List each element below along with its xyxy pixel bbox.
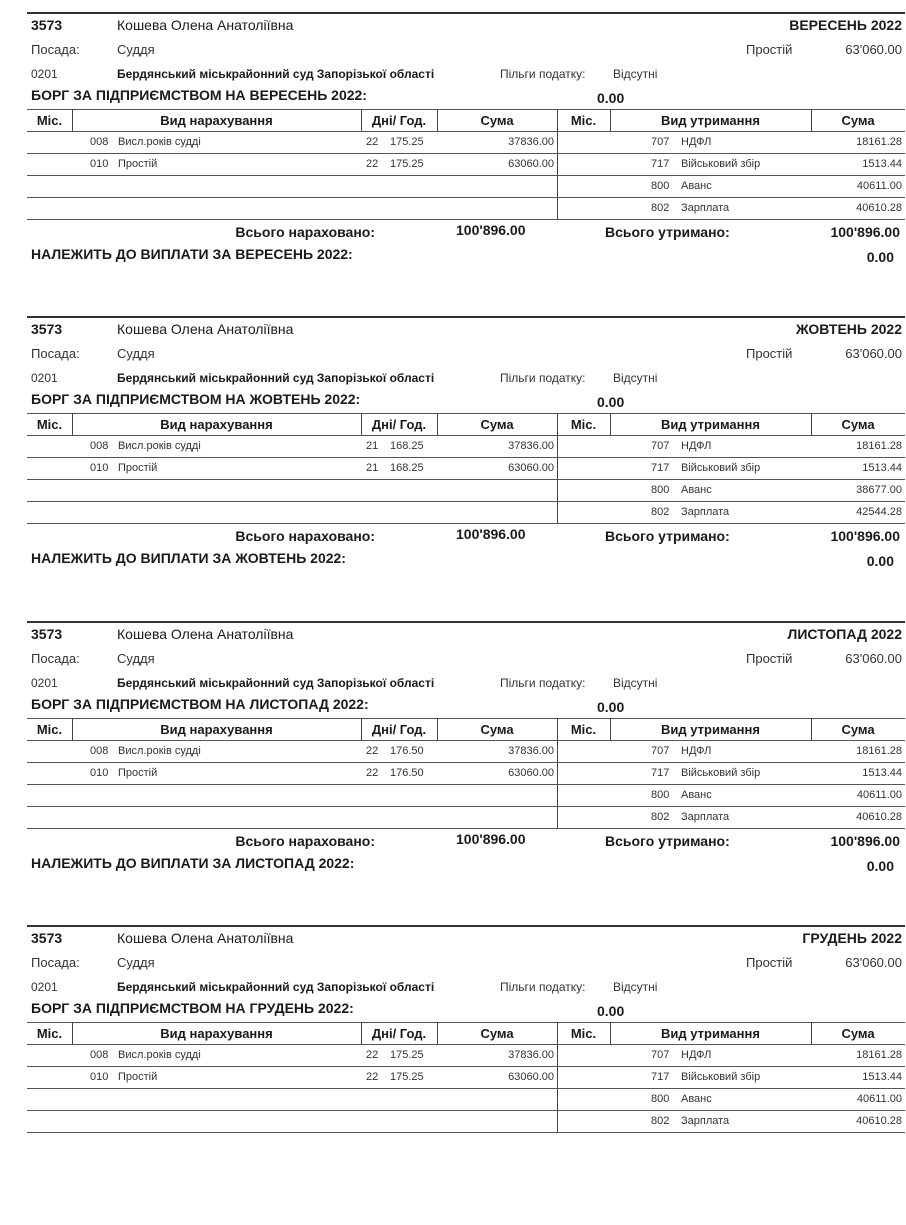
row-divider xyxy=(27,1088,905,1089)
deduction-sum: 40610.28 xyxy=(856,202,902,214)
tax-benefit-label: Пільги податку: xyxy=(500,980,586,994)
position-label: Посада: xyxy=(31,42,80,57)
accrual-name: Висл.років судді xyxy=(118,136,201,148)
payable-label: НАЛЕЖИТЬ ДО ВИПЛАТИ ЗА ЖОВТЕНЬ 2022: xyxy=(31,550,346,566)
header-deduction-type: Вид утримання xyxy=(661,1026,760,1041)
deduction-name: Військовий збір xyxy=(681,158,761,170)
accrual-days: 22 xyxy=(366,1071,379,1083)
header-place: Міс. xyxy=(36,417,63,432)
header-sum-2: Сума xyxy=(841,722,875,737)
payable-value: 0.00 xyxy=(866,553,894,569)
deduction-code: 707 xyxy=(651,136,670,148)
debt-value: 0.00 xyxy=(597,394,625,410)
idle-amount: 63'060.00 xyxy=(845,955,902,970)
header-accrual-type: Вид нарахування xyxy=(160,417,273,432)
header-place-2: Міс. xyxy=(570,722,597,737)
accrual-name: Простій xyxy=(118,158,158,170)
deduction-code: 717 xyxy=(651,1071,670,1083)
row-divider xyxy=(27,784,905,785)
tax-benefit-label: Пільги податку: xyxy=(500,371,586,385)
payable-label: НАЛЕЖИТЬ ДО ВИПЛАТИ ЗА ЛИСТОПАД 2022: xyxy=(31,855,355,871)
period-title: ЖОВТЕНЬ 2022 xyxy=(795,321,902,337)
deduction-sum: 42544.28 xyxy=(856,506,902,518)
tax-benefit-value: Відсутні xyxy=(613,980,658,994)
deduction-name: Зарплата xyxy=(681,1115,730,1127)
accrual-hours: 168.25 xyxy=(390,440,424,452)
accrual-sum: 37836.00 xyxy=(508,1049,554,1061)
row-divider xyxy=(27,1066,905,1067)
deduction-sum: 38677.00 xyxy=(856,484,902,496)
debt-label: БОРГ ЗА ПІДПРИЄМСТВОМ НА ЛИСТОПАД 2022: xyxy=(31,696,369,712)
header-sum: Сума xyxy=(480,722,514,737)
deduction-code: 802 xyxy=(651,202,670,214)
accrual-name: Простій xyxy=(118,1071,158,1083)
employee-name: Кошева Олена Анатоліївна xyxy=(117,17,294,33)
employee-name: Кошева Олена Анатоліївна xyxy=(117,930,294,946)
deduction-code: 707 xyxy=(651,440,670,452)
deduction-code: 802 xyxy=(651,506,670,518)
employee-id: 3573 xyxy=(31,930,63,946)
accrual-hours: 168.25 xyxy=(390,462,424,474)
accrual-hours: 176.50 xyxy=(390,767,424,779)
header-place-2: Міс. xyxy=(570,417,597,432)
accrual-name: Простій xyxy=(118,767,158,779)
idle-amount: 63'060.00 xyxy=(845,42,902,57)
accrual-name: Простій xyxy=(118,462,158,474)
header-deduction-type: Вид утримання xyxy=(661,722,760,737)
total-accrued-label: Всього нараховано: xyxy=(235,833,375,849)
accrual-days: 22 xyxy=(366,745,379,757)
payslip-block xyxy=(0,925,906,1225)
employee-id: 3573 xyxy=(31,626,63,642)
block-top-divider xyxy=(27,621,905,623)
accrual-hours: 175.25 xyxy=(390,1049,424,1061)
employee-name: Кошева Олена Анатоліївна xyxy=(117,321,294,337)
row-divider xyxy=(27,501,905,502)
accrual-days: 22 xyxy=(366,158,379,170)
employee-id: 3573 xyxy=(31,321,63,337)
header-place-2: Міс. xyxy=(570,113,597,128)
accrual-days: 21 xyxy=(366,440,379,452)
header-deduction-type: Вид утримання xyxy=(661,417,760,432)
row-divider xyxy=(27,197,905,198)
row-divider xyxy=(27,153,905,154)
header-place: Міс. xyxy=(36,722,63,737)
accrual-sum: 63060.00 xyxy=(508,1071,554,1083)
total-deducted-label: Всього утримано: xyxy=(605,528,730,544)
deduction-name: Аванс xyxy=(681,484,712,496)
debt-label: БОРГ ЗА ПІДПРИЄМСТВОМ НА ВЕРЕСЕНЬ 2022: xyxy=(31,87,367,103)
deduction-name: НДФЛ xyxy=(681,136,712,148)
row-divider xyxy=(27,762,905,763)
accrual-code: 008 xyxy=(90,1049,109,1061)
tax-benefit-value: Відсутні xyxy=(613,676,658,690)
deduction-code: 800 xyxy=(651,1093,670,1105)
table-header-bottom-line xyxy=(27,435,905,436)
payable-value: 0.00 xyxy=(866,249,894,265)
header-accrual-type: Вид нарахування xyxy=(160,722,273,737)
table-header-top-line xyxy=(27,718,905,719)
accrual-days: 22 xyxy=(366,767,379,779)
payslip-block xyxy=(0,12,906,312)
row-divider xyxy=(27,479,905,480)
deduction-sum: 40611.00 xyxy=(856,1093,902,1105)
dept-name: Бердянський міськрайонний суд Запорізької області xyxy=(117,676,435,690)
idle-amount: 63'060.00 xyxy=(845,346,902,361)
deduction-sum: 40611.00 xyxy=(856,180,902,192)
table-header-bottom-line xyxy=(27,740,905,741)
header-sum-2: Сума xyxy=(841,417,875,432)
header-place: Міс. xyxy=(36,1026,63,1041)
deduction-code: 717 xyxy=(651,158,670,170)
total-deducted-label: Всього утримано: xyxy=(605,224,730,240)
period-title: ВЕРЕСЕНЬ 2022 xyxy=(789,17,902,33)
debt-value: 0.00 xyxy=(597,699,625,715)
deduction-name: Зарплата xyxy=(681,811,730,823)
header-accrual-type: Вид нарахування xyxy=(160,1026,273,1041)
total-deducted-label: Всього утримано: xyxy=(605,833,730,849)
accrual-name: Висл.років судді xyxy=(118,745,201,757)
row-divider xyxy=(27,806,905,807)
deduction-sum: 1513.44 xyxy=(862,767,902,779)
accrual-code: 010 xyxy=(90,158,109,170)
deduction-code: 717 xyxy=(651,767,670,779)
deduction-name: Зарплата xyxy=(681,202,730,214)
table-header-top-line xyxy=(27,109,905,110)
deduction-name: Аванс xyxy=(681,1093,712,1105)
header-sum: Сума xyxy=(480,113,514,128)
row-divider xyxy=(27,1110,905,1111)
total-accrued-label: Всього нараховано: xyxy=(235,224,375,240)
accrual-days: 21 xyxy=(366,462,379,474)
dept-code: 0201 xyxy=(31,676,58,690)
deduction-sum: 40610.28 xyxy=(856,1115,902,1127)
deduction-name: НДФЛ xyxy=(681,440,712,452)
accrual-code: 010 xyxy=(90,462,109,474)
block-top-divider xyxy=(27,925,905,927)
table-header-bottom-line xyxy=(27,1044,905,1045)
tax-benefit-label: Пільги податку: xyxy=(500,67,586,81)
deduction-name: Військовий збір xyxy=(681,767,761,779)
accrual-hours: 175.25 xyxy=(390,1071,424,1083)
dept-name: Бердянський міськрайонний суд Запорізької області xyxy=(117,371,435,385)
payslip-block xyxy=(0,316,906,616)
accrual-hours: 175.25 xyxy=(390,136,424,148)
row-divider xyxy=(27,828,905,829)
accrual-name: Висл.років судді xyxy=(118,1049,201,1061)
row-divider xyxy=(27,219,905,220)
deduction-name: НДФЛ xyxy=(681,1049,712,1061)
total-accrued-label: Всього нараховано: xyxy=(235,528,375,544)
deduction-code: 802 xyxy=(651,811,670,823)
deduction-sum: 1513.44 xyxy=(862,1071,902,1083)
deduction-name: Військовий збір xyxy=(681,1071,761,1083)
payable-label: НАЛЕЖИТЬ ДО ВИПЛАТИ ЗА ВЕРЕСЕНЬ 2022: xyxy=(31,246,353,262)
idle-amount: 63'060.00 xyxy=(845,651,902,666)
deduction-sum: 40610.28 xyxy=(856,811,902,823)
deduction-sum: 1513.44 xyxy=(862,462,902,474)
table-header-top-line xyxy=(27,413,905,414)
header-sum-2: Сума xyxy=(841,1026,875,1041)
payslip-block xyxy=(0,621,906,921)
deduction-name: Військовий збір xyxy=(681,462,761,474)
payable-value: 0.00 xyxy=(866,858,894,874)
total-deducted-value: 100'896.00 xyxy=(830,528,900,544)
deduction-sum: 40611.00 xyxy=(856,789,902,801)
period-title: ЛИСТОПАД 2022 xyxy=(787,626,902,642)
period-title: ГРУДЕНЬ 2022 xyxy=(802,930,902,946)
accrual-sum: 63060.00 xyxy=(508,462,554,474)
header-days-hours: Дні/ Год. xyxy=(371,722,427,737)
position-value: Суддя xyxy=(117,346,155,361)
accrual-sum: 37836.00 xyxy=(508,440,554,452)
deduction-code: 707 xyxy=(651,745,670,757)
deduction-sum: 18161.28 xyxy=(856,745,902,757)
total-accrued-value: 100'896.00 xyxy=(456,222,526,238)
debt-label: БОРГ ЗА ПІДПРИЄМСТВОМ НА ГРУДЕНЬ 2022: xyxy=(31,1000,354,1016)
header-place-2: Міс. xyxy=(570,1026,597,1041)
accrual-sum: 63060.00 xyxy=(508,767,554,779)
header-sum-2: Сума xyxy=(841,113,875,128)
idle-label: Простій xyxy=(746,346,793,361)
accrual-code: 008 xyxy=(90,440,109,452)
total-accrued-value: 100'896.00 xyxy=(456,831,526,847)
header-deduction-type: Вид утримання xyxy=(661,113,760,128)
employee-id: 3573 xyxy=(31,17,63,33)
deduction-name: Зарплата xyxy=(681,506,730,518)
accrual-days: 22 xyxy=(366,1049,379,1061)
dept-name: Бердянський міськрайонний суд Запорізької області xyxy=(117,980,435,994)
deduction-name: Аванс xyxy=(681,789,712,801)
position-label: Посада: xyxy=(31,346,80,361)
accrual-code: 008 xyxy=(90,745,109,757)
position-value: Суддя xyxy=(117,42,155,57)
header-days-hours: Дні/ Год. xyxy=(371,113,427,128)
employee-name: Кошева Олена Анатоліївна xyxy=(117,626,294,642)
idle-label: Простій xyxy=(746,955,793,970)
accrual-code: 010 xyxy=(90,1071,109,1083)
deduction-name: Аванс xyxy=(681,180,712,192)
tax-benefit-label: Пільги податку: xyxy=(500,676,586,690)
row-divider xyxy=(27,523,905,524)
table-header-bottom-line xyxy=(27,131,905,132)
position-value: Суддя xyxy=(117,955,155,970)
deduction-sum: 18161.28 xyxy=(856,1049,902,1061)
accrual-code: 010 xyxy=(90,767,109,779)
total-deducted-value: 100'896.00 xyxy=(830,833,900,849)
position-label: Посада: xyxy=(31,955,80,970)
tax-benefit-value: Відсутні xyxy=(613,371,658,385)
deduction-code: 802 xyxy=(651,1115,670,1127)
accrual-sum: 37836.00 xyxy=(508,136,554,148)
deduction-code: 717 xyxy=(651,462,670,474)
block-top-divider xyxy=(27,12,905,14)
deduction-code: 800 xyxy=(651,789,670,801)
header-sum: Сума xyxy=(480,417,514,432)
deduction-code: 707 xyxy=(651,1049,670,1061)
dept-code: 0201 xyxy=(31,980,58,994)
deduction-sum: 18161.28 xyxy=(856,136,902,148)
header-sum: Сума xyxy=(480,1026,514,1041)
debt-value: 0.00 xyxy=(597,90,625,106)
deduction-sum: 18161.28 xyxy=(856,440,902,452)
position-value: Суддя xyxy=(117,651,155,666)
tax-benefit-value: Відсутні xyxy=(613,67,658,81)
position-label: Посада: xyxy=(31,651,80,666)
table-header-top-line xyxy=(27,1022,905,1023)
idle-label: Простій xyxy=(746,42,793,57)
block-top-divider xyxy=(27,316,905,318)
header-place: Міс. xyxy=(36,113,63,128)
idle-label: Простій xyxy=(746,651,793,666)
accrual-name: Висл.років судді xyxy=(118,440,201,452)
accrual-hours: 175.25 xyxy=(390,158,424,170)
dept-code: 0201 xyxy=(31,371,58,385)
deduction-sum: 1513.44 xyxy=(862,158,902,170)
row-divider xyxy=(27,457,905,458)
row-divider xyxy=(27,175,905,176)
debt-label: БОРГ ЗА ПІДПРИЄМСТВОМ НА ЖОВТЕНЬ 2022: xyxy=(31,391,361,407)
deduction-code: 800 xyxy=(651,484,670,496)
accrual-days: 22 xyxy=(366,136,379,148)
header-days-hours: Дні/ Год. xyxy=(371,1026,427,1041)
dept-name: Бердянський міськрайонний суд Запорізької області xyxy=(117,67,435,81)
header-days-hours: Дні/ Год. xyxy=(371,417,427,432)
total-deducted-value: 100'896.00 xyxy=(830,224,900,240)
header-accrual-type: Вид нарахування xyxy=(160,113,273,128)
deduction-code: 800 xyxy=(651,180,670,192)
accrual-hours: 176.50 xyxy=(390,745,424,757)
deduction-name: НДФЛ xyxy=(681,745,712,757)
accrual-sum: 63060.00 xyxy=(508,158,554,170)
accrual-code: 008 xyxy=(90,136,109,148)
accrual-sum: 37836.00 xyxy=(508,745,554,757)
row-divider xyxy=(27,1132,905,1133)
debt-value: 0.00 xyxy=(597,1003,625,1019)
total-accrued-value: 100'896.00 xyxy=(456,526,526,542)
dept-code: 0201 xyxy=(31,67,58,81)
